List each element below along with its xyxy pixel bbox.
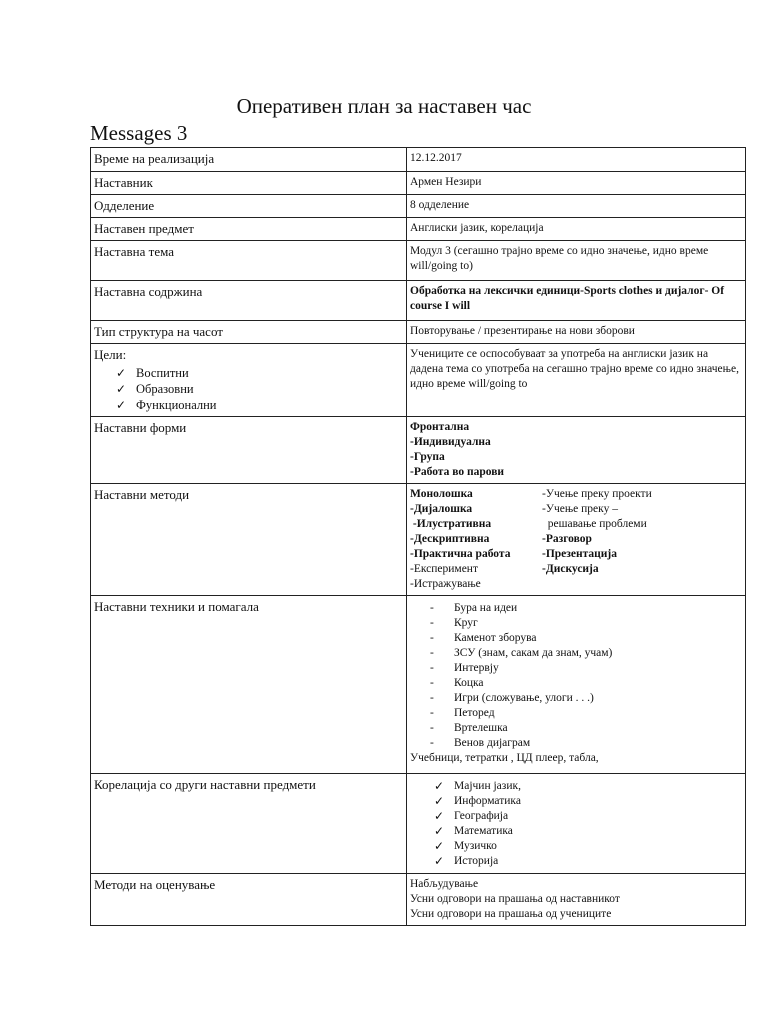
table-row — [91, 218, 746, 241]
table-row — [91, 172, 746, 195]
list-item: Усни одговори на прашања од учениците — [410, 908, 612, 920]
checkmark-icon: ✓ — [115, 381, 127, 396]
list-item: - Вртелешка — [430, 722, 508, 734]
table-row — [91, 281, 746, 321]
list-item: -Дијалошка — [410, 503, 473, 515]
table-row — [91, 321, 746, 344]
structure-label: Тип структура на часот — [91, 321, 407, 344]
table-row — [91, 874, 746, 926]
correlation-label: Корелација со други наставни предмети — [91, 774, 407, 874]
list-item: ✓ Географија — [433, 809, 509, 823]
topic-label: Наставна тема — [91, 241, 407, 281]
grade-value: 8 одделение — [407, 195, 746, 218]
subject-label: Наставен предмет — [91, 218, 407, 241]
teacher-label: Наставник — [91, 172, 407, 195]
list-item: ✓ Информатика — [433, 794, 521, 808]
techniques-footer: Учебници, тетратки , ЦД плеер, табла, — [410, 752, 599, 764]
goals-value: Учениците се оспособуваат за употреба на англиски јазик на дадена тема со употреба на сегашно трајно време со идно значење, идно време will/going to — [407, 344, 746, 417]
methods-value — [407, 484, 746, 596]
list-item: решавање проблеми — [542, 518, 647, 530]
forms-value — [407, 417, 746, 484]
page-title: Оперативен план за наставен час — [236, 94, 532, 118]
list-item: Набљудување — [410, 878, 479, 890]
grade-label: Одделение — [91, 195, 407, 218]
date-value: 12.12.2017 — [407, 148, 746, 172]
list-item: -Истражување — [410, 578, 481, 590]
techniques-value — [407, 596, 746, 774]
table-row — [91, 195, 746, 218]
list-item: -Експеримент — [410, 563, 478, 575]
list-item: - Игри (сложување, улоги . . .) — [430, 692, 594, 704]
list-item: - Петоред — [430, 707, 495, 719]
list-item: Усни одговори на прашања од наставникот — [410, 893, 620, 905]
list-item: Фронтална — [410, 421, 470, 433]
list-item: ✓ Образовни — [115, 381, 194, 396]
list-item: - Коцка — [430, 677, 484, 689]
list-item: - Круг — [430, 617, 478, 629]
list-item: -Учење преку – — [542, 503, 618, 515]
table-row — [91, 596, 746, 774]
correlation-list — [410, 779, 742, 869]
list-item: - ЗСУ (знам, сакам да знам, учам) — [430, 647, 613, 659]
goals-cell — [91, 344, 407, 417]
table-row — [91, 484, 746, 596]
list-item: -Работа во парови — [410, 466, 505, 478]
content-label: Наставна содржина — [91, 281, 407, 321]
subject-value: Англиски јазик, корелација — [407, 218, 746, 241]
checkmark-icon: ✓ — [433, 854, 445, 868]
topic-value: Модул 3 (сегашно трајно време со идно значење, идно време will/going to) — [407, 241, 746, 281]
list-item: -Дискусија — [542, 563, 599, 575]
list-item: ✓ Математика — [433, 824, 513, 838]
techniques-list — [410, 601, 742, 751]
checkmark-icon: ✓ — [433, 824, 445, 838]
table-row — [91, 417, 746, 484]
content-value: Обработка на лексички единици-Sports clothes и дијалог- Of course I will — [407, 281, 746, 321]
assessment-value — [407, 874, 746, 926]
list-item: -Презентација — [542, 548, 617, 560]
list-item: ✓ Историја — [433, 854, 499, 868]
checkmark-icon: ✓ — [433, 794, 445, 808]
correlation-value — [407, 774, 746, 874]
methods-left-column — [410, 487, 542, 592]
list-item: ✓ Музичко — [433, 839, 497, 853]
techniques-label: Наставни техники и помагала — [91, 596, 407, 774]
list-item: - Интервју — [430, 662, 499, 674]
lesson-plan-table — [90, 147, 746, 926]
table-row — [91, 148, 746, 172]
checkmark-icon: ✓ — [115, 397, 127, 412]
list-item: - Каменот зборува — [430, 632, 537, 644]
table-row — [91, 344, 746, 417]
page-subtitle: Messages 3 — [90, 121, 188, 145]
list-item: ✓ Мајчин јазик, — [433, 779, 521, 793]
assessment-label: Методи на оценување — [91, 874, 407, 926]
list-item: - Бура на идеи — [430, 602, 518, 614]
date-label: Време на реализација — [91, 148, 407, 172]
checkmark-icon: ✓ — [433, 809, 445, 823]
list-item: ✓ Функционални — [115, 397, 217, 412]
goals-list — [94, 365, 403, 413]
list-item: Монолошка — [410, 488, 473, 500]
goals-label: Цели: — [94, 347, 127, 362]
checkmark-icon: ✓ — [115, 365, 127, 380]
methods-right-column — [542, 487, 742, 592]
list-item: -Индивидуална — [410, 436, 491, 448]
list-item: - Венов дијаграм — [430, 737, 531, 749]
list-item: ✓ Воспитни — [115, 365, 189, 380]
list-item: -Илустративна — [410, 518, 492, 530]
list-item: -Разговор — [542, 533, 592, 545]
forms-label: Наставни форми — [91, 417, 407, 484]
checkmark-icon: ✓ — [433, 839, 445, 853]
list-item: -Учење преку проекти — [542, 488, 652, 500]
table-row — [91, 774, 746, 874]
checkmark-icon: ✓ — [433, 779, 445, 793]
teacher-value: Армен Незири — [407, 172, 746, 195]
list-item: -Група — [410, 451, 445, 463]
list-item: -Практична работа — [410, 548, 511, 560]
list-item: -Дескриптивна — [410, 533, 490, 545]
table-row — [91, 241, 746, 281]
methods-label: Наставни методи — [91, 484, 407, 596]
structure-value: Повторување / презентирање на нови зборови — [407, 321, 746, 344]
